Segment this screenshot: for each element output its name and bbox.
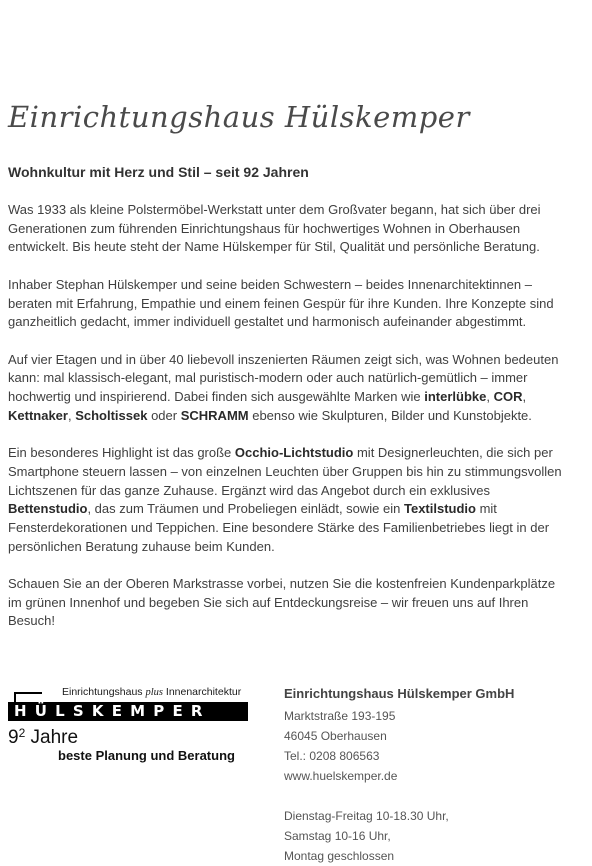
website: www.huelskemper.de bbox=[284, 769, 398, 783]
separator: oder bbox=[147, 407, 181, 423]
subtitle: Wohnkultur mit Herz und Stil – seit 92 Jahren bbox=[8, 164, 309, 180]
spacer bbox=[284, 786, 574, 806]
highlight-textilstudio: Textilstudio bbox=[403, 501, 476, 517]
logo-corner-mark bbox=[14, 692, 42, 702]
studios-text-d: mit Fensterdekorationen und Teppichen. Eine besondere Stärke des Familienbetriebes liegt in der persönlichen Beratung zuhause beim Kunden. bbox=[8, 501, 550, 554]
address-city: 46045 Oberhausen bbox=[284, 729, 387, 743]
logo-wordmark: HÜLSKEMPER bbox=[8, 702, 248, 721]
paragraph-showroom bbox=[8, 351, 568, 426]
brand-cor: COR bbox=[493, 389, 523, 404]
separator: , bbox=[67, 407, 76, 423]
showroom-text-b: ebenso wie Skulpturen, Bilder und Kunstobjekte. bbox=[248, 407, 532, 423]
address-street: Marktstraße 193-195 bbox=[284, 709, 396, 723]
paragraph-invitation: Schauen Sie an der Oberen Markstrasse vorbei, nutzen Sie die kostenfreien Kundenparkplätze im grünen Innenhof und begeben Sie sich auf Entdeckungsreise – wir freuen uns auf Ihren Besuch! bbox=[8, 576, 556, 629]
highlight-lichtstudio: Occhio-Lichtstudio bbox=[234, 445, 354, 461]
studios-text-a: Ein besonderes Highlight ist das große bbox=[8, 445, 235, 461]
studios-text-b: mit Designerleuchten, die sich per Smartphone steuern lassen – von einzelnen Leuchten über Gruppen bis hin zu stimmungsvollen Lichtszenen für das ganze Zuhause. Ergänzt wird das Angebot durch ein exklusives bbox=[8, 445, 562, 498]
brand-kettnaker: Kettnaker bbox=[8, 407, 68, 423]
logo-tagline: Einrichtungshaus plus Innenarchitektur bbox=[62, 686, 242, 698]
opening-hours-monday: Montag geschlossen bbox=[284, 849, 395, 863]
opening-hours-saturday: Samstag 10-16 Uhr, bbox=[284, 829, 391, 843]
paragraph-history: Was 1933 als kleine Polstermöbel-Werkstatt unter dem Großvater begann, hat sich über drei Generationen zum führenden Einrichtungshaus für hochwertiges Wohnen in Oberhausen entwickelt. Bis heute steht der Name Hülskemper für Stil, Qualität und persönliche Beratung. bbox=[8, 202, 541, 255]
highlight-bettenstudio: Bettenstudio bbox=[8, 501, 88, 517]
separator: , bbox=[522, 389, 527, 404]
opening-hours-weekdays: Dienstag-Freitag 10-18.30 Uhr, bbox=[284, 809, 449, 823]
contact-block bbox=[284, 684, 574, 866]
advertorial-page bbox=[8, 0, 584, 863]
phone-number: Tel.: 0208 806563 bbox=[284, 749, 380, 763]
separator: , bbox=[486, 389, 494, 404]
logo-years: $9^2$ Jahre bbox=[8, 726, 79, 748]
company-name: Einrichtungshaus Hülskemper GmbH bbox=[284, 686, 515, 701]
brand-scholtissek: Scholtissek bbox=[75, 407, 148, 423]
body-text bbox=[8, 201, 568, 650]
script-title: Einrichtungshaus Hülskemper bbox=[8, 100, 470, 134]
brand-schramm: SCHRAMM bbox=[180, 407, 249, 423]
brand-interluebke: interlübke bbox=[424, 389, 487, 404]
studios-text-c: , das zum Träumen und Probeliegen einlädt, sowie ein bbox=[87, 501, 404, 517]
logo-claim: beste Planung und Beratung bbox=[58, 748, 235, 763]
showroom-text-a: Auf vier Etagen und in über 40 liebevoll inszenierten Räumen zeigt sich, was Wohnen bedeuten kann: mal klassisch-elegant, mal puristisch-modern oder auch natürlich-gemütlich – immer hochwertig und inspirierend. Dabei finden sich ausgewählte Marken wie bbox=[8, 351, 559, 404]
paragraph-studios bbox=[8, 444, 568, 556]
paragraph-owners: Inhaber Stephan Hülskemper und seine beiden Schwestern – beides Innenarchitektinnen – beraten mit Erfahrung, Empathie und einem feinen Gespür für ihre Kunden. Ihre Konzepte sind ganzheitlich gedacht, immer individuell gestaltet und harmonisch aufeinander abgestimmt. bbox=[8, 276, 554, 330]
